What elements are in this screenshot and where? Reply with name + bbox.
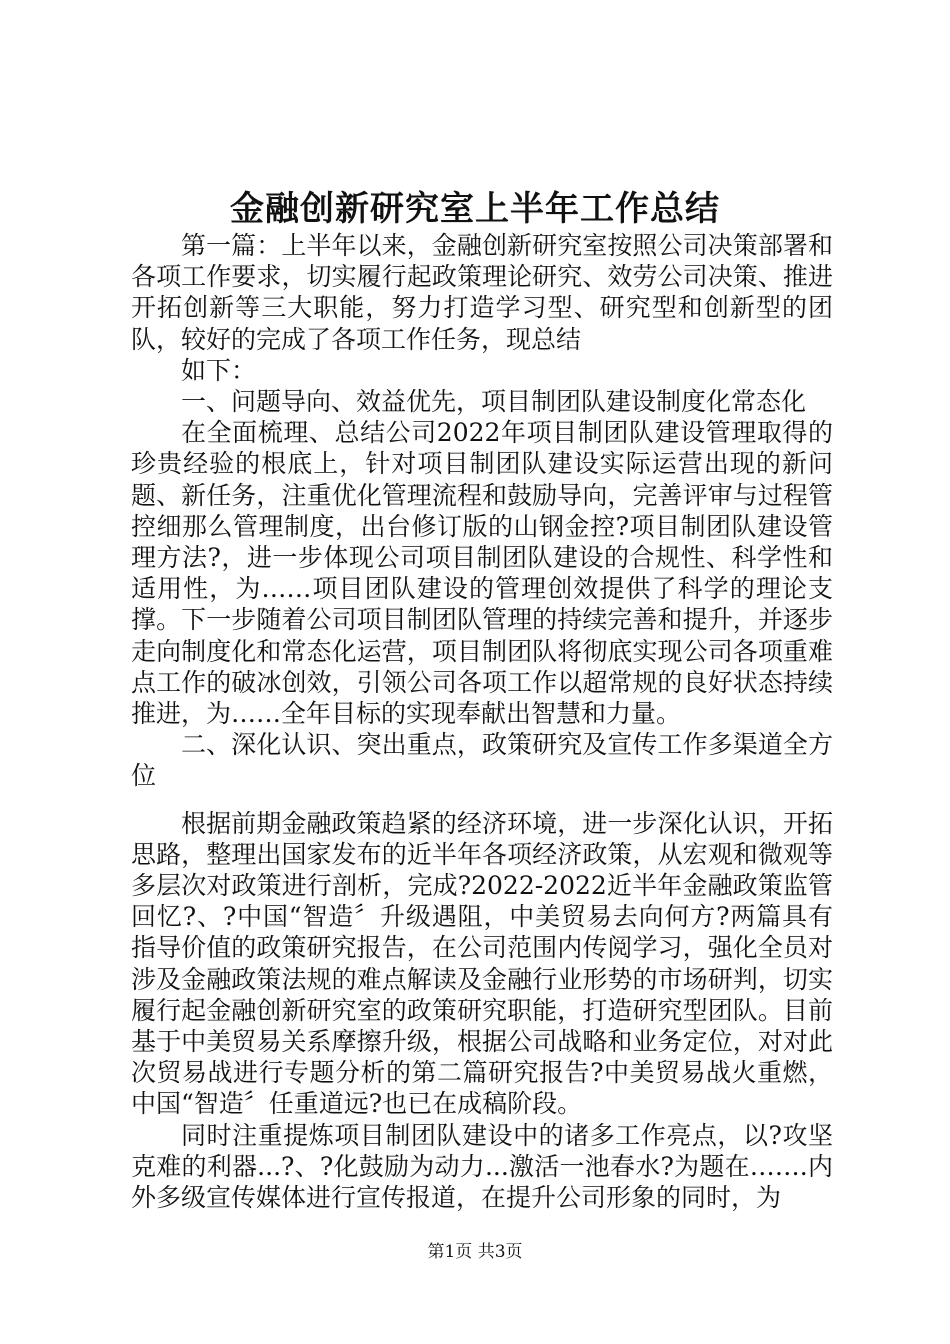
paragraph-section-two-continued: 同时注重提炼项目制团队建设中的诸多工作亮点，以?攻坚克难的利器...?、?化鼓励为动力...激活一池春水?为题在…….内外多级宣传媒体进行宣传报道，在提升公司形象的同时，为 xyxy=(131,1120,833,1213)
paragraph-as-follows: 如下： xyxy=(181,355,257,385)
document-title: 金融创新研究室上半年工作总结 xyxy=(230,189,720,229)
paragraph-section-two: 根据前期金融政策趋紧的经济环境，进一步深化认识，开拓思路，整理出国家发布的近半年各项经济政策，从宏观和微观等多层次对政策进行剖析，完成?2022-2022近半年金融政策监管回忆?、?中国“智造〞升级遇阻，中美贸易去向何方?两篇具有指导价值的政策研究报告，在公司范围内传阅学习，强化全员对涉及金融政策法规的难点解读及金融行业形势的市场研判，切实履行起金融创新研究室的政策研究职能，打造研究型团队。目前基于中美贸易关系摩擦升级，根据公司战略和业务定位，对对此次贸易战进行专题分析的第二篇研究报告?中美贸易战火重燃，中国“智造〞任重道远?也已在成稿阶段。 xyxy=(131,808,833,1119)
section-heading-one: 一、问题导向、效益优先，项目制团队建设制度化常态化 xyxy=(181,387,807,417)
section-heading-two: 二、深化认识、突出重点，政策研究及宣传工作多渠道全方位 xyxy=(131,730,833,791)
paragraph-section-one: 在全面梳理、总结公司2022年项目制团队建设管理取得的珍贵经验的根底上，针对项目制团队建设实际运营出现的新问题、新任务，注重优化管理流程和鼓励导向，完善评审与过程管控细那么管理制度，出台修订版的山钢金控?项目制团队建设管理方法?，进一步体现公司项目制团队建设的合规性、科学性和适用性，为……项目团队建设的管理创效提供了科学的理论支撑。下一步随着公司项目制团队管理的持续完善和提升，并逐步走向制度化和常态化运营，项目制团队将彻底实现公司各项重难点工作的破冰创效，引领公司各项工作以超常规的良好状态持续推进，为……全年目标的实现奉献出智慧和力量。 xyxy=(131,418,833,729)
paragraph-intro: 第一篇：上半年以来，金融创新研究室按照公司决策部署和各项工作要求，切实履行起政策理论研究、效劳公司决策、推进开拓创新等三大职能，努力打造学习型、研究型和创新型的团队，较好的完成了各项工作任务，现总结 xyxy=(131,231,833,354)
document-body xyxy=(131,230,833,1213)
page-number: 第1页 共3页 xyxy=(427,1242,523,1262)
